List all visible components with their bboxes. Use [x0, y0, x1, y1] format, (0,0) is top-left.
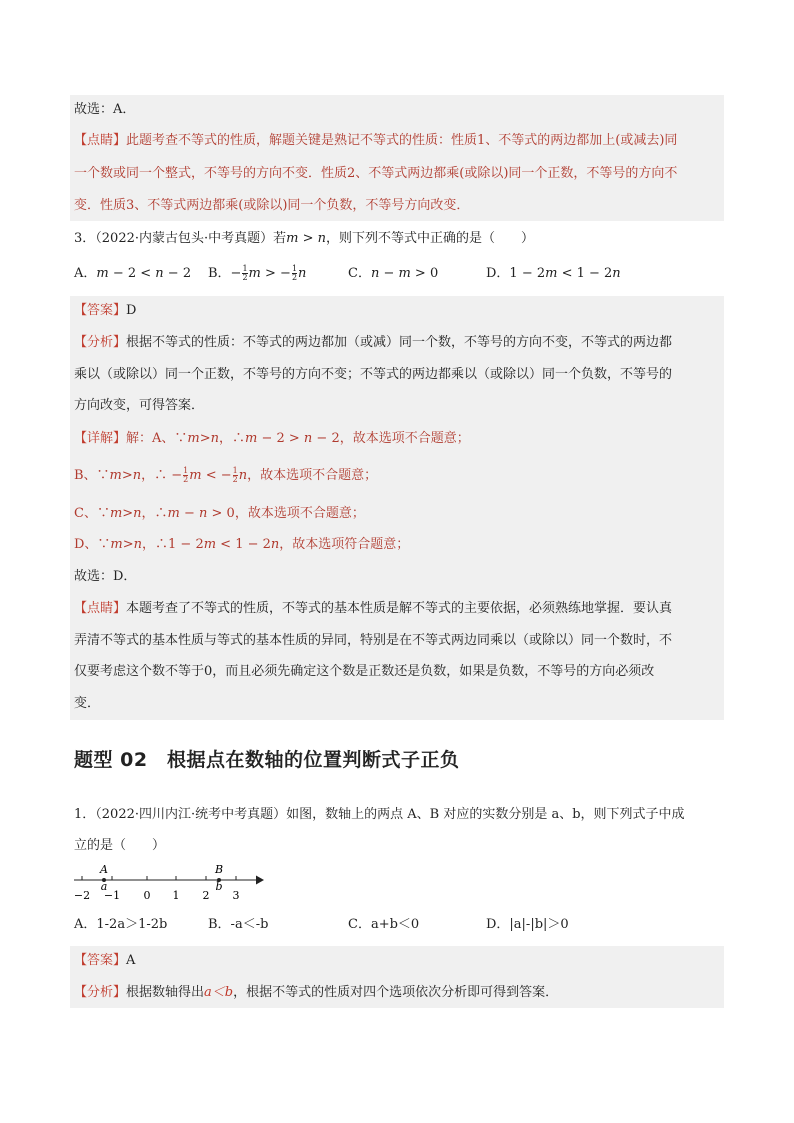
question-3-stem: 3．（2022·内蒙古包头·中考真题）若𝑚 > 𝑛，则下列不等式中正确的是（ ）: [74, 231, 534, 246]
q3-option-a: A．𝑚 − 2 < 𝑛 − 2: [74, 266, 192, 281]
q1-option-b: B．-a＜-b: [208, 917, 269, 932]
q3-option-d: D．1 − 2𝑚 < 1 − 2𝑛: [486, 266, 621, 281]
dianjing-q3-line-4: 变．: [74, 696, 101, 711]
answer-line: 故选：A．: [74, 102, 136, 117]
dianjing-line-2: 一个数或同一个整式，不等号的方向不变．性质2、不等式两边都乘(或除以)同一个正数，不等号的方向不: [74, 166, 678, 181]
xiangjie-line-3: C、∵𝑚>𝑛，∴𝑚 − 𝑛 > 0，故本选项不合题意；: [74, 506, 365, 521]
tick-label: 3: [232, 889, 240, 902]
q3-option-c: C．𝑛 − 𝑚 > 0: [348, 266, 439, 281]
q1-option-d: D．|a|-|b|＞0: [486, 917, 569, 932]
tick-label: 0: [143, 889, 151, 902]
dianjing-line-3: 变．性质3、不等式两边都乘(或除以)同一个负数，不等号方向改变．: [74, 198, 470, 213]
answer-line-q3: 【答案】D: [74, 303, 137, 318]
dianjing-q3-line-1: 【点睛】本题考查了不等式的性质，不等式的基本性质是解不等式的主要依据，必须熟练地掌握．要认真: [74, 601, 673, 616]
question-1-stem-line-1: 1．（2022·四川内江·统考中考真题）如图，数轴上的两点 A、B 对应的实数分别是 a、b，则下列式子中成: [74, 807, 685, 822]
point-b-label: B: [214, 863, 224, 876]
tick-label: 1: [172, 889, 180, 902]
q3-option-b: B．− $\frac{1}{2}$ 𝑚 > − $\frac{1}{2}$ 𝑛: [208, 264, 307, 282]
xiangjie-line-5: 故选：D．: [74, 569, 137, 584]
dianjing-label: 【点睛】: [74, 133, 127, 148]
point-a-label: A: [100, 863, 108, 876]
number-line-figure: [70, 858, 270, 904]
fenxi-line-3: 方向改变，可得答案．: [74, 398, 205, 413]
q1-option-a: A．1-2a＞1-2b: [74, 917, 168, 932]
xiangjie-line-2: B、∵𝑚>𝑛，∴ − $\frac{1}{2}$ 𝑚 < − $\frac{1}{2}$ 𝑛，故本选项不合题意；: [74, 466, 378, 484]
tick-label: −2: [73, 889, 91, 902]
section-heading: 题型 02 根据点在数轴的位置判断式子正负: [74, 749, 460, 771]
fenxi-line-2: 乘以（或除以）同一个正数，不等号的方向不变；不等式的两边都乘以（或除以）同一个负数，不等号的: [74, 367, 673, 382]
arrow-head-icon: [256, 876, 264, 885]
question-1-stem-line-2: 立的是（ ）: [74, 838, 166, 853]
dianjing-q3-line-2: 弄清不等式的基本性质与等式的基本性质的异同，特别是在不等式两边同乘以（或除以）同一个数时，不: [74, 633, 673, 648]
tick-label: 2: [202, 889, 210, 902]
fenxi-line-1: 【分析】根据不等式的性质：不等式的两边都加（或减）同一个数，不等号的方向不变，不等式的两边都: [74, 335, 673, 350]
fenxi-line-q1: 【分析】根据数轴得出a＜b，根据不等式的性质对四个选项依次分析即可得到答案．: [74, 985, 559, 1000]
point-b-value: b: [215, 880, 223, 893]
answer-line-q1: 【答案】A: [74, 953, 136, 968]
xiangjie-line-1: 【详解】解：A、∵𝑚>𝑛，∴𝑚 − 2 > 𝑛 − 2，故本选项不合题意；: [74, 431, 470, 446]
point-a-value: a: [100, 880, 108, 893]
xiangjie-line-4: D、∵𝑚>𝑛，∴1 − 2𝑚 < 1 − 2𝑛，故本选项符合题意；: [74, 537, 410, 552]
dianjing-q3-line-3: 仅要考虑这个数不等于0，而且必须先确定这个数是正数还是负数，如果是负数，不等号的方向必须改: [74, 664, 655, 679]
q1-option-c: C．a+b＜0: [348, 917, 420, 932]
tick-label: −1: [103, 889, 121, 902]
dianjing-line-1: 【点睛】此题考查不等式的性质，解题关键是熟记不等式的性质：性质1、不等式的两边都加上(或减去)同: [74, 133, 678, 148]
